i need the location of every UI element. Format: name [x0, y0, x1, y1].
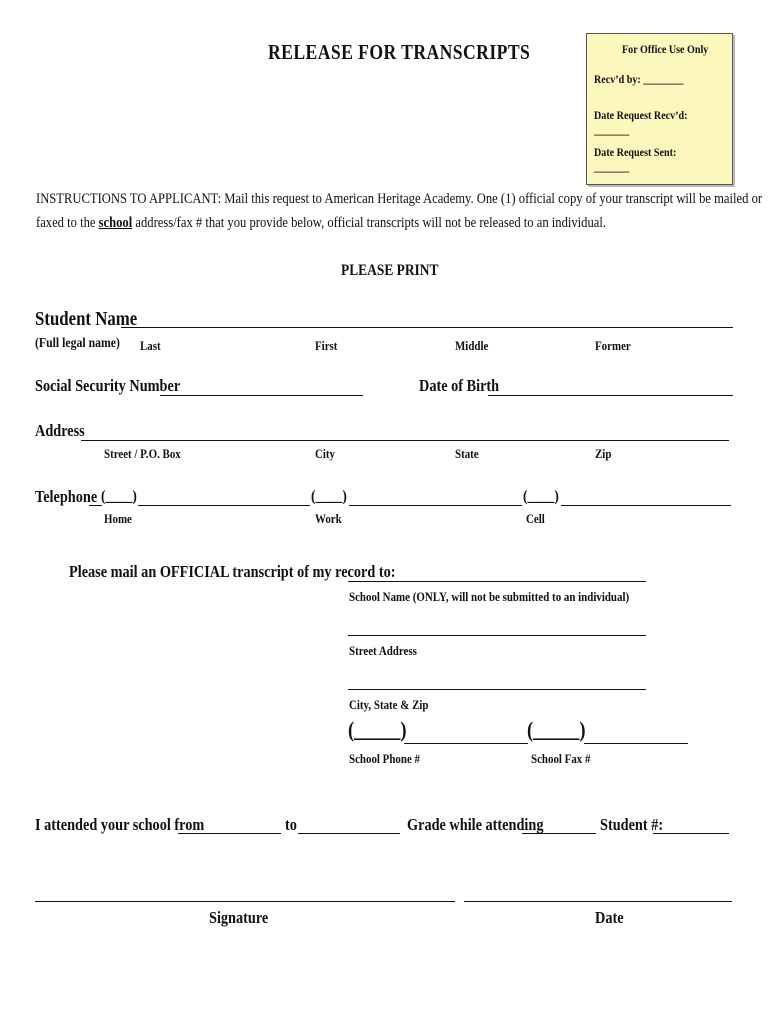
grade-line[interactable] [522, 833, 596, 834]
address-line[interactable] [81, 440, 729, 441]
instructions-line-1: INSTRUCTIONS TO APPLICANT: Mail this request to American Heritage Academy. One (1) official copy of your transcript will be mailed or [36, 191, 763, 207]
page-title: RELEASE FOR TRANSCRIPTS [268, 40, 531, 64]
ssn-label: Social Security Number [35, 376, 181, 395]
former-name-caption: Former [595, 338, 631, 353]
full-legal-name-label: (Full legal name) [35, 336, 120, 351]
dob-line[interactable] [488, 395, 733, 396]
city-state-zip-caption: City, State & Zip [349, 697, 429, 712]
home-area-code[interactable]: (____) [101, 488, 137, 505]
attended-to-label: to [285, 815, 297, 834]
school-phone-area-code[interactable]: (_____) [348, 717, 407, 742]
street-address-line[interactable] [348, 635, 646, 636]
city-state-zip-line[interactable] [348, 689, 646, 690]
first-name-caption: First [315, 338, 338, 353]
dob-label: Date of Birth [419, 376, 500, 395]
middle-name-caption: Middle [455, 338, 489, 353]
state-caption: State [455, 446, 479, 461]
home-phone-line[interactable] [138, 505, 310, 506]
school-fax-area-code[interactable]: (_____) [527, 717, 586, 742]
work-caption: Work [315, 511, 342, 526]
address-label: Address [35, 421, 85, 440]
student-name-line[interactable] [121, 327, 733, 328]
school-name-caption: School Name (ONLY, will not be submitted to an individual) [349, 589, 630, 604]
office-use-header: For Office Use Only [622, 42, 709, 56]
date-caption: Date [595, 908, 624, 927]
school-phone-caption: School Phone # [349, 751, 420, 766]
please-print-heading: PLEASE PRINT [341, 262, 439, 279]
street-address-caption: Street Address [349, 643, 417, 658]
city-caption: City [315, 446, 336, 461]
date-line[interactable] [464, 901, 732, 902]
school-fax-line[interactable] [584, 743, 688, 744]
date-sent-field: Date Request Sent: _______ [594, 145, 677, 174]
work-area-code[interactable]: (____) [311, 488, 347, 505]
signature-caption: Signature [209, 908, 269, 927]
student-number-label: Student #: [600, 815, 664, 834]
student-name-label: Student Name [35, 308, 138, 330]
attended-from-label: I attended your school from [35, 815, 205, 834]
mail-to-label: Please mail an OFFICIAL transcript of my record to: [69, 562, 396, 581]
signature-line[interactable] [35, 901, 455, 902]
office-use-box [586, 33, 733, 185]
street-caption: Street / P.O. Box [104, 446, 181, 461]
recvd-by-field: Recv’d by: ________ [594, 72, 684, 86]
attended-from-line[interactable] [178, 833, 281, 834]
date-recvd-field: Date Request Recv’d: _______ [594, 108, 688, 137]
cell-phone-line[interactable] [561, 505, 731, 506]
instructions-line-2: faxed to the school address/fax # that you provide below, official transcripts will not be released to an individual. [36, 215, 607, 231]
school-fax-caption: School Fax # [531, 751, 591, 766]
ssn-line[interactable] [160, 395, 363, 396]
cell-caption: Cell [526, 511, 545, 526]
grade-label: Grade while attending [407, 815, 544, 834]
student-number-line[interactable] [653, 833, 729, 834]
last-name-caption: Last [140, 338, 161, 353]
zip-caption: Zip [595, 446, 612, 461]
school-phone-line[interactable] [404, 743, 528, 744]
home-caption: Home [104, 511, 132, 526]
telephone-label: Telephone [35, 487, 98, 506]
work-phone-line[interactable] [349, 505, 522, 506]
attended-to-line[interactable] [298, 833, 400, 834]
school-name-line[interactable] [348, 581, 646, 582]
cell-area-code[interactable]: (____) [523, 488, 559, 505]
